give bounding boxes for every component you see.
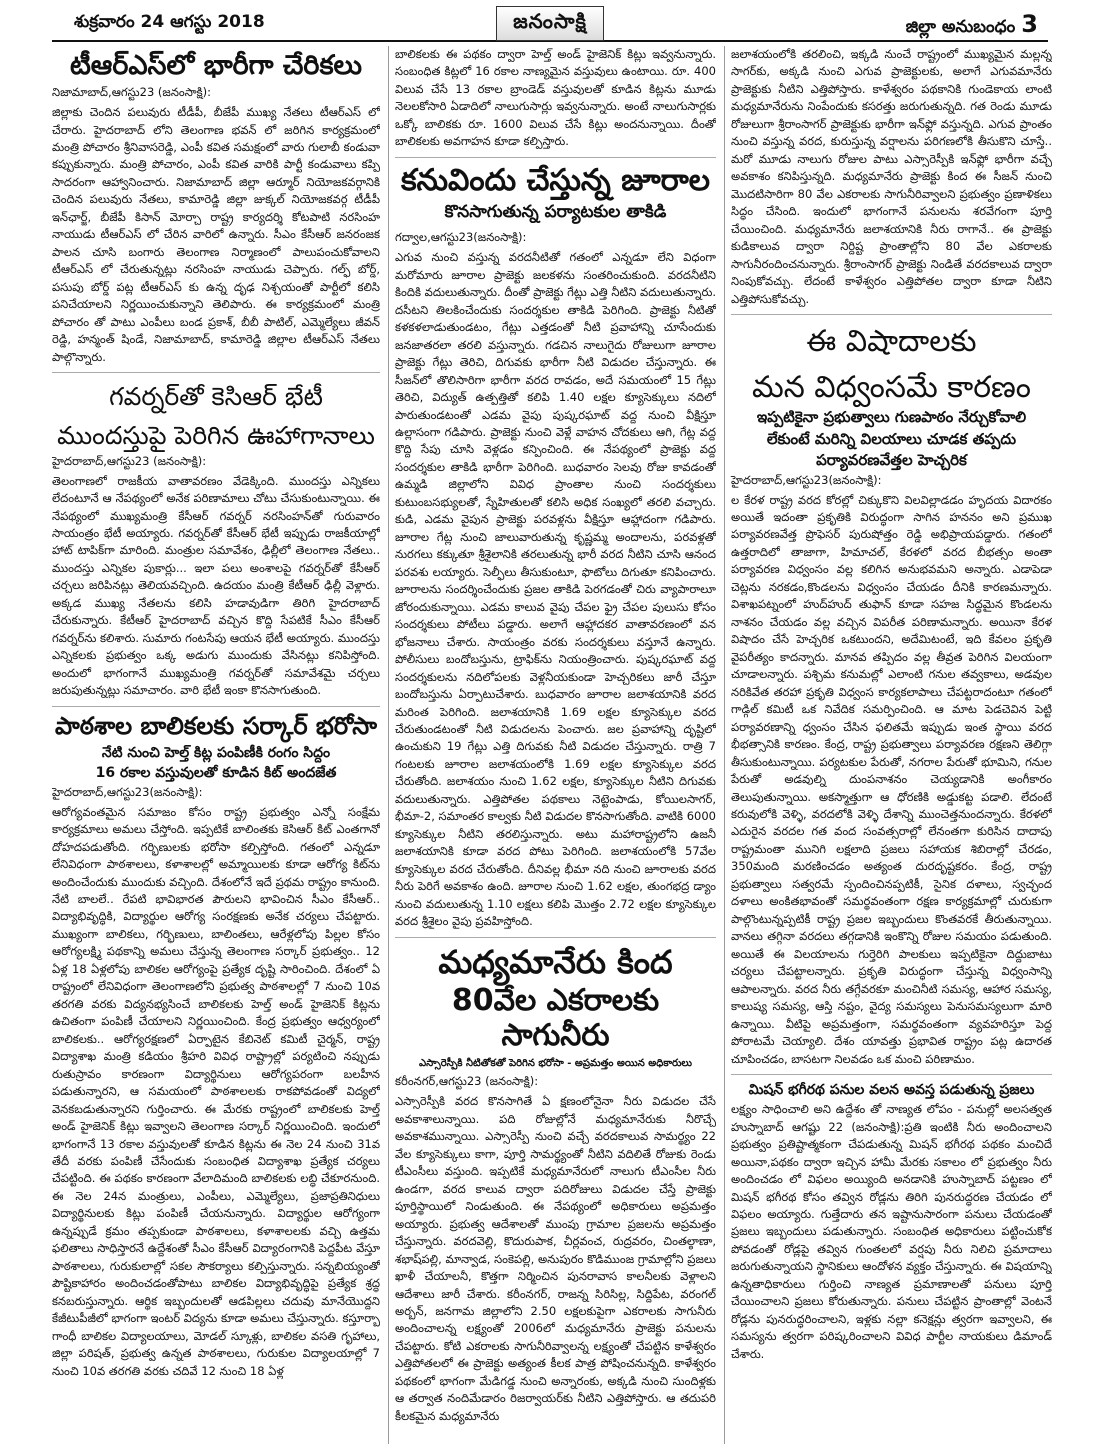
headline: టీఆర్ఎస్‌లో భారీగా చేరికలు — [69, 50, 363, 81]
column-2 — [388, 46, 716, 1444]
divider — [395, 937, 716, 938]
subheadline: ఇప్పటికైనా ప్రభుత్వాలు గుణపాఠం నేర్చుకోవాలి — [756, 408, 1027, 427]
divider — [395, 157, 716, 158]
subheadline: లేకుంటే మరిన్ని విలయాలు చూడక తప్పదు — [766, 429, 1017, 448]
dateline: హైదరాబాద్,ఆగస్టు23 (జనంసాక్షి): — [52, 453, 207, 468]
subheadline: కొనసాగుతున్న పర్యాటకుల తాకిడి — [444, 202, 667, 223]
headline: కనువిందు చేస్తున్న జూరాల — [400, 162, 711, 198]
divider — [731, 314, 1052, 315]
article-body: ల కేరళ రాష్ట్ర వరద కోరల్లో చిక్కుకొని విలవిల్లాడడం హృదయ విదారకం అయితే ఇదంతా ప్రకృతికి విరుద్ధంగా సాగిన హననం అని ప్రముఖ పర్యావరణవేత్త ప్రొఫెసర్ పురుషోత్తం రెడ్డి అభిప్రాయపడ్డారు. గతంలో ఉత్తరాదిలో తాజాగా, హిమాచల్, కేరళలో వరద బీభత్సం అంతా పర్యావరణ విధ్వంసం వల్ల కలిగిన అనుభవమని అన్నారు. ఎడాపెడా చెట్లను నరకడం,కొండలను విధ్వంసం చేయడం దీనికి కారణమన్నారు. విశాఖపట్నంలో హుద్‌హుద్ తుఫాన్ కూడా సహజ సిద్ధమైన కొండలను నాశనం చేయడం వల్ల వచ్చిన విపరీత పరిణామన్నారు. అయినా కేరళ విషాదం చేసే హెచ్చరిక ఒకటుందని, అదేమిటంటే, ఇది కేవలం ప్రకృతి వైపరీత్యం కాదన్నారు. మానవ తప్పిదం వల్ల తీవ్రత పెరిగిన విలయంగా చూడాలన్నారు. పశ్చిమ కనుమల్లో ఎలాంటి గనుల తవ్వకాలు, అడవుల నరికివేత తరహా ప్రకృతి విధ్వంస కార్యకలాపాలు చేపట్టరాదంటూ గతంలో గాడ్గిల్ కమిటీ ఒక నివేదిక సమర్పించింది. ఆ మాట పెడచెవిన పెట్టి పర్యావరణాన్ని ధ్వంసం చేసిన ఫలితమే ఇప్పుడు ఇంత స్థాయి వరద భీభత్సానికి కారణం. కేంద్ర, రాష్ట్ర ప్రభుత్వాలు పర్యావరణ రక్షణని తెలిగ్గా తీసుకుంటున్నాయి. పర్యటకుల పేరుతో, నగరాల పేరుతో భూమిని, గనుల పేరుతో అడవుల్ని దుంపనాశనం చెయ్యడానికి అంగీకారం తెలుపుతున్నాయి. అకస్మాత్తుగా ఆ ధోరణికి అడ్డుకట్ట పడాలి. లేదంటే కరువులోకి వెళ్ళి, వరదలోకి వెళ్ళి దేశాన్ని ముంచెత్తనుందన్నారు. కేరళలో ఎదురైన వరదల గత వంద సంవత్సరాల్లో లేనంతగా కురిసిన దాదాపు రాష్ట్రమంతా మునిగి లక్షలాది ప్రజలు సహాయక శిబిరాల్లో చేరడం, 350మంది మరణించడం అత్యంత దురదృష్టకరం. కేంద్ర, రాష్ట్ర ప్రభుత్వాలు సత్వరమే స్పందించినప్పటికీ, సైనిక దళాలు, స్వచ్ఛంద దళాలు అంకితభావంతో సమర్థవంతంగా రక్షణ కార్యక్రమాల్లో చురుకుగా పాల్గొంటున్నప్పటికీ రాష్ట్ర ప్రజల ఇబ్బందులు కొంతవరకే తీరుతున్నాయి. వానలు తగ్గినా వరదలు తగ్గడానికి ఇంకొన్ని రోజుల సమయం పడుతుంది. అయితే ఈ విలయాలను గుర్తెరిగి పాలకులు ఇప్పటికైనా దిద్దుబాటు చర్యలు చేపట్టాలన్నారు. ప్రకృతి విరుద్ధంగా చేస్తున్న విధ్వంసాన్ని ఆపాలన్నారు. వరద నీరు తగ్గేవరకూ మంచినీటి సమస్య, ఆహార సమస్య, కాలుష్య సమస్య, ఆస్తి నష్టం, వైద్య సమస్యలు పెనుసమస్యలుగా మారి ఉన్నాయి. వీటిపై అప్రమత్తంగా, సమర్థవంతంగా వ్యవహరిస్తూ పెద్ద పోరాటమే చెయ్యాలి. దేశం యావత్తు ప్రభావిత రాష్ట్రం పట్ల ఉదారత చూపించడం, బాసటగా నిలవడం ఒక మంచి పరిణామం. — [731, 492, 1052, 1066]
headline: పాఠశాల బాలికలకు సర్కార్ భరోసా — [55, 711, 377, 740]
section-label — [906, 10, 1038, 41]
headline: గవర్నర్‌తో కెసిఆర్ భేటీ — [109, 382, 323, 412]
headline: 80వేల ఎకరాలకు సాగునీరు — [451, 983, 660, 1053]
article-body: తెలంగాణలో రాజకీయ వాతావరణం వేడెక్కింది. ముందస్తు ఎన్నికలు లేదంటూనే ఆ నేపథ్యంలో అనేక పరిణామాలు చోటు చేసుకుంటున్నాయి. ఈ నేపథ్యంలో ముఖ్యమంత్రి కేసీఆర్ గవర్నర్ నరసింహన్‌తో గురువారం సాయంత్రం భేటీ అయ్యారు. గవర్నర్‌తో కేసీఆర్ భేటీ ఇప్పుడు రాజకీయాల్లో హాట్ టాపిక్‌గా మారింది. మంత్రుల సమావేశం, ఢిల్లీలో తెలంగాణ నేతలు.. ముందస్తు ఎన్నికల పుకార్లు... ఇలా పలు అంశాలపై గవర్నర్‌తో కేసీఆర్ చర్చలు జరిపినట్లు తెలియవచ్చింది. ఉదయం మంత్రి కేటీఆర్ ఢిల్లీ వెళ్లారు. అక్కడ ముఖ్య నేతలను కలిసి హడావుడిగా తిరిగి హైదరాబాద్ చేరుకున్నారు. కేటీఆర్ హైదరాబాద్ వచ్చిన కొద్ది సేపటికే సీఎం కేసీఆర్ గవర్నర్‌ను కలిశారు. సుమారు గంటసేపు ఆయన భేటీ అయ్యారు. ముందస్తు ఎన్నికలకు ప్రభుత్వం ఒక్క అడుగు ముందుకు వేసినట్లు కనిపిస్తోంది. అందులో భాగంగానే ముఖ్యమంత్రి గవర్నర్‌తో సమావేశమై చర్చలు జరుపుతున్నట్లు సమాచారం. వారి భేటీ ఇంకా కొనసాగుతుంది. — [52, 473, 380, 698]
divider — [52, 706, 380, 707]
section-name: జిల్లా అనుబంధం — [905, 17, 1016, 37]
article-continuation: బాలికలకు ఈ పథకం ద్వారా హెల్త్ అండ్ హైజెనిక్ కిట్లు ఇవ్వనున్నారు. సంబంధిత కిట్లలో 16 రకాల నాణ్యమైన వస్తువులు ఉంటాయి. రూ. 400 విలువ చేసే 13 రకాల బ్రాండెడ్ వస్తువులతో కూడిన కిట్లను మూడు నెలలకోసారి ఏడాదిలో నాలుగుసార్లు ఇవ్వనున్నారు. అంటే నాలుగుసార్లకు ఒక్కో బాలికకు రూ. 1600 విలువ చేసే కిట్లు అందనున్నాయి. దీంతో బాలికలకు అవగాహన కూడా కల్పిస్తారు. — [395, 47, 716, 149]
article-body: ఎస్సారెస్పీకి వరద కొనసాగితే ఏ క్షణంలోనైనా నీరు విడుదల చేసే అవకాశాలున్నాయి. పది రోజుల్లోనే మధ్యమానేరుకు నీరొచ్చే అవకాశమున్నాయి. ఎస్సారెస్పీ నుంచి వచ్చే వరదకాలువ సామర్థ్యం 22 వేల క్యూసెక్కులు కాగా, పూర్తి సామర్థ్యంతో నీటిని వదిలితే రోజుకు రెండు టీఎంసీలు వస్తుంది. ఇప్పటికే మధ్యమానేరులో నాలుగు టీఎంసీల నీరు ఉండగా, వరద కాలువ ద్వారా పదిరోజులు విడుదల చేస్తే ప్రాజెక్టు పూర్తిస్థాయిలో నిండుతుంది. ఈ నేపథ్యంలో అధికారులు అప్రమత్తం అయ్యారు. ప్రభుత్వ ఆదేశాలతో ముంపు గ్రామాల ప్రజలను అప్రమత్తం చేస్తున్నారు. వరదవెల్లి, కొదురుపాక, చీర్లవంచ, రుద్రవరం, చింతల్ఠాణా, శభాష్‌పల్లి, మాన్వాడ, సంకెపల్లి, అనుపురం కొడిముంజ గ్రామాల్లోని ప్రజలు ఖాళీ చేయాలనీ, కొత్తగా నిర్మించిన పునరావాస కాలనీలకు వెళ్లాలని ఆదేశాలు జారీ చేశారు. కరీంనగర్, రాజన్న సిరిసిల్ల, సిద్దిపేట, వరంగల్ అర్బన్, జనగామ జిల్లాలోని 2.50 లక్షలకుపైగా ఎకరాలకు సాగునీరు అందించాలన్న లక్ష్యంతో 2006లో మధ్యమానేరు ప్రాజెక్టు పనులను చేపట్టారు. కోటి ఎకరాలకు సాగునీరివ్వాలన్న లక్ష్యంతో చేపట్టిన కాళేశ్వరం ఎత్తిపోతలలో ఈ ప్రాజెక్టు అత్యంత కీలక పాత్ర పోషించనున్నది. కాళేశ్వరం పథకంలో భాగంగా మేడిగడ్డ నుంచి అన్నారంకు, అక్కడి నుంచి సుందిళ్లకు ఆ తర్వాత నందిమేడారం రిజర్వాయర్‌కు నీటిని ఎత్తిపోస్తారు. ఆ తదుపరి కీలకమైన మధ్యమానేరు — [395, 1094, 716, 1423]
subheadline: ఎస్సారెస్పీకి నీటితోకతో పెరిగిన భరోసా - అప్రమత్తం అయిన అధికారులు — [419, 1058, 692, 1070]
article-body: లక్ష్యం సాధించాలి అని ఉద్దేశం తో నాణ్యత లోపం - పనుల్లో అలసత్వత హుస్నాబాద్ ఆగష్టు 22 (జనంసాక్షి):ప్రతి ఇంటికి నీరు అందించాలని ప్రభుత్వం ప్రతిష్టాత్మకంగా చేపడుతున్న మిషన్ భగీరథ పథకం మంచిదే అయినా,పథకం ద్వారా ఇచ్చిన హామీ మేరకు సకాలం లో ప్రభుత్వం నీరు అందించడం లో విఫలం అయ్యింది అనడానికి హుస్నాబాద్ పట్టణం లో మిషన్ భగీరథ కోసం తవ్విన రోడ్లను తిరిగి పునరుద్ధరణ చేయడం లో విఫలం అయ్యారు. గుత్తేదారు తన ఇష్టానుసారంగా పనులు చేయడంతో ప్రజలు ఇబ్బందులు పడుతున్నారు. సంబంధిత అధికారులు పట్టించుకోక పోవడంతో రోడ్లపై తవ్విన గుంతలలో వర్షపు నీరు నిలిచి ప్రమాదాలు జరుగుతున్నాయని స్థానికులు ఆందోళన వ్యక్తం చేస్తున్నారు. ఈ విషయాన్ని ఉన్నతాధికారులు గుర్తించి నాణ్యత ప్రమాణాలతో పనులు పూర్తి చేయించాలని ప్రజలు కోరుతున్నారు. పనులు చేపట్టిన ప్రాంతాల్లో వెంటనే రోడ్లను పునరుద్ధరించాలని, ఇళ్లకు నల్లా కనెక్షన్లు త్వరగా ఇవ్వాలని, ఈ సమస్యను త్వరగా పరిష్కరించాలని వివిధ పార్టీల నాయకులు డిమాండ్ చేశారు. — [731, 1102, 1052, 1361]
headline: మిషన్ భగీరథ పనుల వలన అవస్త పడుతున్న ప్రజలు — [748, 1082, 1035, 1098]
subheadline: 16 రకాల వస్తువులతో కూడిన కిట్ అందజేత — [95, 765, 337, 782]
dateline: కరీంనగర్,ఆగస్టు23 (జనంసాక్షి): — [395, 1074, 539, 1089]
headline: ముందస్తుపై పెరిగిన ఊహాగానాలు — [57, 421, 375, 451]
dateline: గద్వాల,ఆగస్టు23(జనంసాక్షి): — [395, 230, 527, 245]
dateline: నిజామాబాద్,ఆగస్టు23 (జనంసాక్షి): — [52, 85, 211, 100]
headline: మధ్యమానేరు కింద — [438, 942, 673, 981]
dateline: హైదరాబాద్,ఆగస్టు23(జనంసాక్షి): — [52, 784, 203, 799]
article-body: ఎగువ నుంచి వస్తున్న వరదనీటితో గతంలో ఎన్నడూ లేని విధంగా మరోమారు జూరాల ప్రాజెక్టు జలకళను సంతరించుకుంది. వరదనీటిని కిందికి వదులుతున్నారు. దీంతో ప్రాజెక్టు గేట్లు ఎత్తి నీటిని వదులుతున్నారు. దసీటని తిలకించేందుకు సందర్శకుల తాకిడి పెరిగింది. ప్రాజెక్టు నీటితో కళకళలాడుతుండటం, గేట్లు ఎత్తడంతో నీటి ప్రవాహాన్ని చూసేందుకు జనజాతరలా తరలి వస్తున్నారు. గడచిన నాలుగైదు రోజులుగా జూరాల ప్రాజెక్టు గేట్లు తెరిచి, దిగువకు భారీగా నీటి విడుదల చేస్తున్నారు. ఈ సీజన్‌లో తొలిసారిగా భారీగా వరద రావడం, అదే సమయంలో 15 గేట్లు తెరిచి, విద్యుత్ ఉత్పత్తితో కలిపి 1.40 లక్షల క్యూసెక్కులు నదిలో పారుతుండటంతో ఎడమ వైపు పుష్కరఘాట్ వద్ద నుంచి వీక్షిస్తూ ఉల్లాసంగా గడిపారు. ప్రాజెక్టు నుంచి వెళ్లే వాహన చోదకులు ఆగి, గేట్ల వద్ద కొద్ది సేపు చూసి వెళ్లడం కన్పించింది. ఈ నేపథ్యంలో ప్రాజెక్టు వద్ద సందర్శకుల తాకిడి భారీగా పెరిగింది. బుధవారం సెలవు రోజు కావడంతో ఉమ్మడి జిల్లాలోని వివిధ ప్రాంతాల నుంచి సందర్శకులు కుటుంబసభ్యులతో, స్నేహితులతో కలిసి అధిక సంఖ్యలో తరలి వచ్చారు. కుడి, ఎడమ వైపున ప్రాజెక్టు పరవళ్లను వీక్షిస్తూ ఆహ్లాదంగా గడిపారు. జూరాల గేట్ల నుంచి జాలువారుతున్న కృష్ణమ్మ అందాలను, పరవళ్లతో నురగలు కక్కుతూ శ్రీశైలానికి తరలుతున్న భారీ వరద నీటిని చూసి ఆనంద పరవశు లయ్యారు. సెల్ఫీలు తీసుకుంటూ, ఫొటోలు దిగుతూ కనిపించారు. జూరాలను సందర్శించేందుకు ప్రజల తాకిడి పెరగడంతో చిరు వ్యాపారాలూ జోరందుకున్నాయి. ఎడమ కాలువ వైపు చేపల ఫ్రై చేపల పులుసు కోసం సందర్శకులు పోటీలు పడ్డారు. అలాగే ఆహ్లాదకర వాతావరణంలో వన భోజనాలు చేశారు. సాయంత్రం వరకు సందర్శకులు వస్తూనే ఉన్నారు. పోలీసులు బందోబస్తును, ట్రాఫిక్‌ను నియంత్రించారు. పుష్కరఘాట్ వద్ద సందర్శకులను నదిలోపలకు వెళ్లనీయకుండా హెచ్చరికలు జారీ చేస్తూ బందోబస్తును ఏర్పాటుచేశారు. బుధవారం జూరాల జలాశయానికి వరద మరింత పెరిగింది. జలాశయానికి 1.69 లక్షల క్యూసెక్కుల వరద చేరుతుండటంతో నీటి విడుదలను పెంచారు. జల ప్రవాహాన్ని దృష్టిలో ఉంచుకుని 19 గేట్లు ఎత్తి దిగువకు నీటి విడుదల చేస్తున్నారు. రాత్రి 7 గంటలకు జూరాల జలాశయంలోకి 1.69 లక్షల క్యూసెక్కుల వరద చేరుతోంది. జలాశయం నుంచి 1.62 లక్షల, క్యూసెక్కుల నీటిని దిగువకు వదులుతున్నారు. ఎత్తిపోతల పథకాలు నెట్టెంపాడు, కోయిలసాగర్, భీమా-2, సమాంతర కాల్వకు నీటి విడుదల కొనసాగుతోంది. వాటికి 6000 క్యూసెక్కుల నీటిని తరలిస్తున్నారు. అటు మహారాష్ట్రలోని ఉజనీ జలాశయానికి కూడా వరద పోటు పెరిగింది. జలాశయంలోకి 57వేల క్యూసెక్కుల వరద చేరుతోంది. దీనివల్ల భీమా నది నుంచి జూరాలకు వరద నీరు పెరిగే అవకాశం ఉంది. జూరాల నుంచి 1.62 లక్షల, తుంగభద్ర డ్యాం నుంచి వదులుతున్న 1.10 లక్షలు కలిపి మొత్తం 2.72 లక్షల క్యూసెక్కుల వరద శ్రీశైలం వైపు ప్రవహిస్తోంది. — [395, 250, 716, 929]
divider — [52, 372, 380, 373]
columns — [52, 46, 1052, 1444]
masthead — [52, 6, 1048, 42]
issue-date: శుక్రవారం 24 ఆగస్టు 2018 — [74, 12, 265, 32]
subheadline: నేటి నుంచి హెల్త్ కిట్ల పంపిణీకి రంగం సిద్దం — [101, 745, 331, 762]
headline: ఈ విషాదాలకు — [806, 324, 977, 360]
dateline: హైదరాబాద్,ఆగస్టు23(జనంసాక్షి): — [731, 472, 882, 487]
article-body: జిల్లాకు చెందిన పలువురు టీడీపీ, బీజేపీ ముఖ్య నేతలు టీఆర్ఎస్ లో చేరారు. హైదరాబాద్ లోని తెలంగాణ భవన్ లో జరిగిన కార్యక్రమంలో మంత్రి పోచారం శ్రీనివాసరెడ్డి, ఎంపీ కవిత సమక్షంలో వారు గులాబీ కండువా కప్పుకున్నారు. మంత్రి పోచారం, ఎంపీ కవిత వారికి పార్టీ కండువాలు కప్పి సాదరంగా ఆహ్వానించారు. నిజామాబాద్ జిల్లా ఆర్మూర్ నియోజకవర్గానికి చెందిన పలువురు నేతలు, కామారెడ్డి జిల్లా జుక్కల్ నియోజకవర్గ టీడీపీ ఇన్‌ఛార్జ్, బీజేపీ కిసాన్ మోర్చా రాష్ట్ర కార్యదర్శి కోటపాటి నరసింహ నాయుడు టీఆర్ఎస్ లో చేరిన వారిలో ఉన్నారు. సీఎం కేసీఆర్ జనరంజక పాలన చూసి బంగారు తెలంగాణ నిర్మాణంలో పాలుపంచుకోవాలని టీఆర్ఎస్ లో చేరుతున్నట్లు నరసింహ నాయుడు చెప్పారు. గల్ఫ్ బోర్డ్, పసుపు బోర్డ్ పట్ల టీఆర్ఎస్ కు ఉన్న దృఢ నిశ్చయంతో పార్టీలో కలిసి పనిచేయాలని నిర్ణయించుకున్నాని తెలిపారు. ఈ కార్యక్రమంలో మంత్రి పోచారం తో పాటు ఎంపీలు బండ ప్రకాశ్, బీబీ పాటిల్, ఎమ్మెల్యేలు జీవన్ రెడ్డి, హన్మంత్ షిండే, నిజామాబాద్, కామారెడ్డి జిల్లాల టీఆర్ఎస్ నేతలు పాల్గొన్నారు. — [52, 105, 380, 364]
logo-text: జనంసాక్షి — [496, 6, 604, 41]
headline: మన విధ్వంసమే కారణం — [751, 369, 1032, 405]
divider — [731, 1074, 1052, 1075]
logo — [52, 6, 1048, 41]
article-continuation: జలాశయంలోకి తరలించి, ఇక్కడి నుంచే రాష్ట్రంలో ముఖ్యమైన మల్లన్న సాగర్‌కు, అక్కడి నుంచి ఎగువ ప్రాజెక్టులకు, అలాగే ఎగువమానేరు ప్రాజెక్టుకు నీటిని ఎత్తిపోస్తారు. కాళేశ్వరం పథకానికి గుండెకాయ లాంటి మధ్యమానేరును నింపేందుకు కసరత్తు జరుగుతున్నది. గత రెండు మూడు రోజులుగా శ్రీరాంసాగర్ ప్రాజెక్టుకు భారీగా ఇన్‌ఫ్లో వస్తున్నది. ఎగువ ప్రాంతం నుంచి వస్తున్న వరద, కురుస్తున్న వర్షాలను పరిగణలోకి తీసుకొని చూస్తే.. మరో మూడు నాలుగు రోజుల పాటు ఎస్సారెస్పీకి ఇన్‌ఫ్లో భారీగా వచ్చే అవకాశం కనిపిస్తున్నది. మధ్యమానేరు ప్రాజెక్టు కింద ఈ సీజన్ నుంచి మొదటిసారిగా 80 వేల ఎకరాలకు సాగునీరివ్వాలని ప్రభుత్వం ప్రణాళికలు సిద్ధం చేసింది. ఇందులో భాగంగానే పనులను శరవేగంగా పూర్తి చేయించింది. మధ్యమానేరు జలాశయానికి నీరు రాగానే.. ఈ ప్రాజెక్టు కుడికాలువ ద్వారా నిర్దిష్ట ప్రాంతాల్లోని 80 వేల ఎకరాలకు సాగునీరందించనున్నారు. శ్రీరాంసాగర్ ప్రాజెక్టు నిండితే వరదకాలువ ద్వారా నింపుకోవచ్చు. లేదంటే కాళేశ్వరం ఎత్తిపోతల ద్వారా కూడా నీటిని ఎత్తిపోసుకోవచ్చు. — [731, 47, 1052, 306]
article-body: ఆరోగ్యవంతమైన సమాజం కోసం రాష్ట్ర ప్రభుత్వం ఎన్నో సంక్షేమ కార్యక్రమాలు అమలు చేస్తోంది. ఇప్పటికే బాలింతకు కెసిఆర్ కిట్ ఎంతగానో దోహదపడుతోంది. గర్భిణులకు భరోసా కల్పిస్తోంది. గతంలో ఎన్నడూ లేనివిధంగా పాఠశాలలు, కళాశాలల్లో అమ్మాయిలకు కూడా ఆరోగ్య కిట్‌ను అందించేందుకు ముందుకు వచ్చింది. దేశంలోనే ఇదే ప్రథమ రాష్ట్రం కానుంది. నేటి బాలలే.. రేపటి భావిభారత పౌరులని భావించిన సీఎం కేసీఆర్.. విద్యాభివృద్ధికి, విద్యార్థుల ఆరోగ్య సంరక్షణకు అనేక చర్యలు చేపట్టారు. ముఖ్యంగా బాలికలు, గర్భిణులు, బాలింతలు, ఆరేళ్లలోపు పిల్లల కోసం ఆరోగ్యలక్ష్మి పథకాన్ని అమలు చేస్తున్న తెలంగాణ సర్కార్ ప్రభుత్వం.. 12 ఏళ్ల 18 ఏళ్లలోపు బాలికల ఆరోగ్యంపై ప్రత్యేక దృష్టి సారించింది. దేశంలో ఏ రాష్ట్రంలో లేనివిధంగా తెలంగాణలోని ప్రభుత్వ పాఠశాలల్లో 7 నుంచి 10వ తరగతి వరకు విద్యనభ్యసించే బాలికలకు హెల్త్ అండ్ హైజెనిక్ కిట్లను ఉచితంగా పంపిణీ చేయాలని నిర్ణయించింది. కేంద్ర ప్రభుత్వం ఆధ్వర్యంలో బాలికలకు.. ఆరోగ్యరక్షణలో ఏర్పాటైన కేబినెట్ కమిటీ చైర్మన్, రాష్ట్ర విద్యాశాఖ మంత్రి కడియం శ్రీహరి వివిధ రాష్ట్రాల్లో పర్యటించి నప్పుడు రుతుస్రావం కారణంగా విద్యార్థినులు ఆరోగ్యపరంగా బలహీన పడుతున్నారని, ఆ సమయంలో పాఠశాలలకు రాకపోవడంతో విద్యలో వెనకబడుతున్నారని గుర్తించారు. ఈ మేరకు రాష్ట్రంలో బాలికలకు హెల్త్ అండ్ హైజెనిక్ కిట్లు ఇవ్వాలని తెలంగాణ సర్కార్ నిర్ణయించింది. ఇందులో భాగంగానే 13 రకాల వస్తువులతో కూడిన కిట్లను ఈ నెల 24 నుంచి 31వ తేదీ వరకు పంపిణీ చేసేందుకు సంబంధిత విద్యాశాఖ ప్రత్యేక చర్యలు చేపట్టింది. ఈ పథకం కారణంగా వేలాదిమంది బాలికలకు లబ్ధి చేకూరనుంది. ఈ నెల 24న మంత్రులు, ఎంపీలు, ఎమ్మెల్యేలు, ప్రజాప్రతినిధులు విద్యార్థినులకు కిట్లు పంపిణీ చేయనున్నారు. విద్యార్థుల ఆరోగ్యంగా ఉన్నప్పుడే క్రమం తప్పకుండా పాఠశాలలు, కళాశాలలకు వచ్చి ఉత్తమ ఫలితాలు సాధిస్తారనే ఉద్దేశంతో సీఎం కేసీఆర్ విద్యారంగానికి పెద్దపీట వేస్తూ పాఠశాలలు, గురుకులాల్లో సకల సౌకర్యాలు కల్పిస్తున్నారు. సన్నబియ్యంతో పౌష్టికాహారం అందించడంతోపాటు బాలికల విద్యాభివృద్ధిపై ప్రత్యేక శ్రద్ధ కనబరుస్తున్నారు. ఆర్థిక ఇబ్బందులతో ఆడపిల్లలు చదువు మానేయొద్దని కేజీటుపీజీలో భాగంగా ఇంటర్ విద్యను కూడా అమలు చేస్తున్నారు. కస్తూర్బా గాంధీ బాలికల విద్యాలయాలు, మోడల్ స్కూళ్లు, బాలికల వసతి గృహాలు, జిల్లా పరిషత్, ప్రభుత్వ ఉన్నత పాఠశాలలు, గురుకుల విద్యాలయాల్లో 7 నుంచి 10వ తరగతి వరకు చదివే 12 నుంచి 18 ఏళ్ల — [52, 804, 380, 1378]
column-3 — [724, 46, 1052, 1444]
page-number: 3 — [1021, 10, 1038, 38]
column-1 — [52, 46, 380, 1444]
subheadline: పర్యావరణవేత్తల హెచ్చరిక — [816, 451, 967, 470]
